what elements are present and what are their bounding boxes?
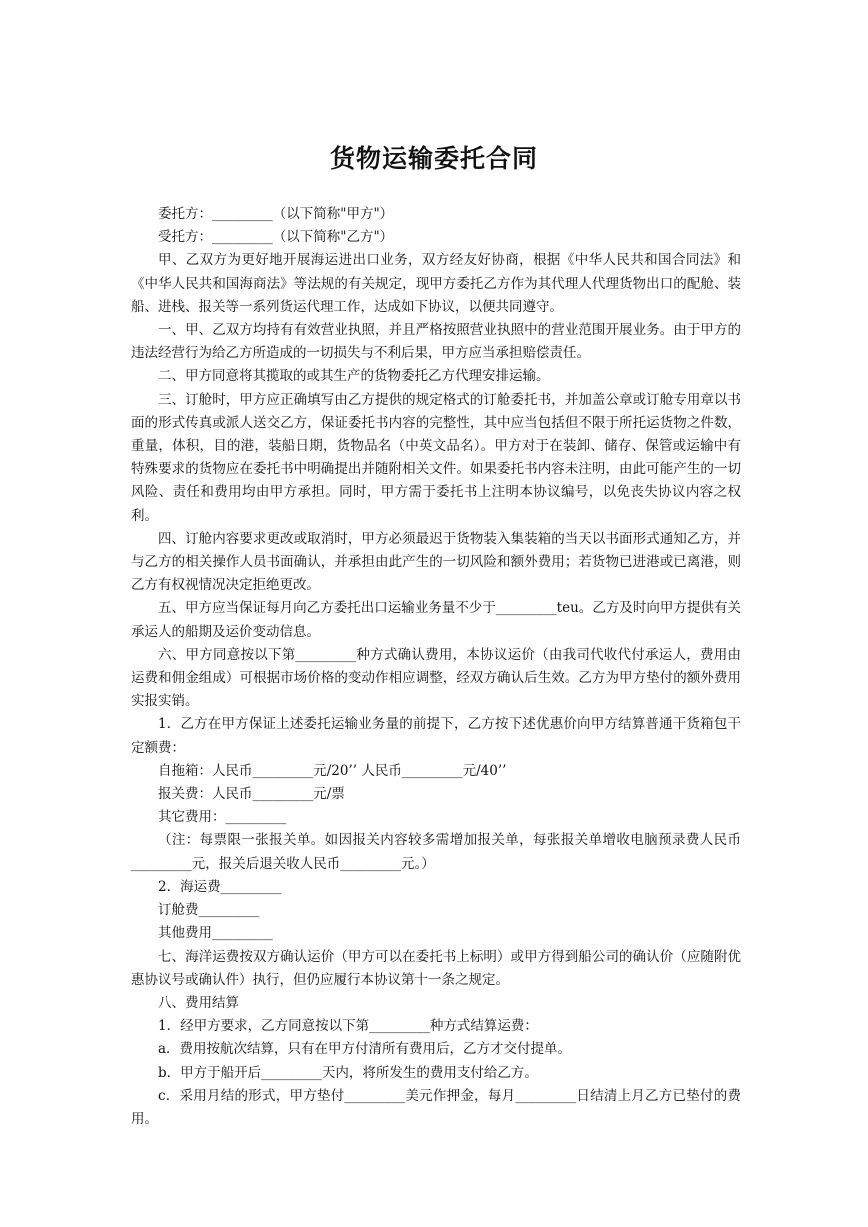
clause-5: 五、甲方应当保证每月向乙方委托出口运输业务量不少于_________teu。乙方及时向甲方提供有关承运人的船期及运价变动信息。 <box>131 600 741 640</box>
clause-3: 三、订舱时，甲方应正确填写由乙方提供的规定格式的订舱委托书，并加盖公章或订舱专用章以书面的形式传真或派人送交乙方，保证委托书内容的完整性，其中应当包括但不限于所托运货物之件数，重量，体积，目的港，装船日期，货物品名（中英文品名）。甲方对于在装卸、储存、保管或运输中有特殊要求的货物应在委托书中明确提出并随附相关文件。如果委托书内容未注明，由此可能产生的一切风险、责任和费用均由甲方承担。同时，甲方需于委托书上注明本协议编号，以免丧失协议内容之权利。 <box>131 391 741 524</box>
clause-8-heading: 八、费用结算 <box>158 994 239 1011</box>
clause-8-option-a: a．费用按航次结算，只有在甲方付清所有费用后，乙方才交付提单。 <box>158 1041 572 1058</box>
document-body <box>131 203 741 1131</box>
clause-4: 四、订舱内容要求更改或取消时，甲方必须最迟于货物装入集装箱的当天以书面形式通知乙方，并与乙方的相关操作人员书面确认，并承担由此产生的一切风险和额外费用；若货物已进港或已离港，则乙方有权视情况决定拒绝更改。 <box>131 530 741 594</box>
fee-line-other: 其它费用：_________ <box>158 809 287 826</box>
clause-6: 六、甲方同意按以下第_________种方式确认费用，本协议运价（由我司代收代付承运人，费用由运费和佣金组成）可根据市场价格的变动作相应调整，经双方确认后生效。乙方为甲方垫付的额外费用实报实销。 <box>131 646 741 710</box>
fee-note: （注：每票限一张报关单。如因报关内容较多需增加报关单，每张报关单增收电脑预录费人民币_________元，报关后退关收人民币_________元。） <box>131 832 741 872</box>
clause-8-option-b: b．甲方于船开后_________天内，将所发生的费用支付给乙方。 <box>158 1064 538 1081</box>
document-title: 货物运输委托合同 <box>329 144 538 173</box>
clause-2: 二、甲方同意将其揽取的或其生产的货物委托乙方代理安排运输。 <box>158 368 550 385</box>
clause-8-option-c: c．采用月结的形式，甲方垫付_________美元作押金，每月_________日结清上月乙方已垫付的费用。 <box>131 1087 741 1127</box>
clause-7: 七、海洋运费按双方确认运价（甲方可以在委托书上标明）或甲方得到船公司的确认价（应随附优惠协议号或确认件）执行，但仍应履行本协议第十一条之规定。 <box>131 948 741 988</box>
fee-line-booking: 订舱费_________ <box>158 902 260 919</box>
clause-1: 一、甲、乙双方均持有有效营业执照，并且严格按照营业执照中的营业范围开展业务。由于甲方的违法经营行为给乙方所造成的一切损失与不利后果，甲方应当承担赔偿责任。 <box>131 322 741 362</box>
fee-line-customs: 报关费：人民币_________元/票 <box>158 786 345 803</box>
paragraph-agent: 受托方：_________（以下简称"乙方"） <box>158 229 394 246</box>
paragraph-client: 委托方：_________（以下简称"甲方"） <box>158 206 394 222</box>
clause-6-item-1: 1．乙方在甲方保证上述委托运输业务量的前提下，乙方按下述优惠价向甲方结算普通干货箱包干定额费： <box>131 716 741 756</box>
fee-line-container: 自拖箱：人民币_________元/20’’ 人民币_________元/40’’ <box>158 762 507 779</box>
clause-6-item-2: 2．海运费_________ <box>158 878 282 895</box>
paragraph-preamble: 甲、乙双方为更好地开展海运进出口业务，双方经友好协商，根据《中华人民共和国合同法》和《中华人民共和国海商法》等法规的有关规定，现甲方委托乙方作为其代理人代理货物出口的配舱、装船、进栈、报关等一系列货运代理工作，达成如下协议，以便共同遵守。 <box>131 252 741 315</box>
fee-line-misc: 其他费用_________ <box>158 925 273 942</box>
clause-8-item-1: 1．经甲方要求，乙方同意按以下第_________种方式结算运费： <box>158 1018 538 1035</box>
